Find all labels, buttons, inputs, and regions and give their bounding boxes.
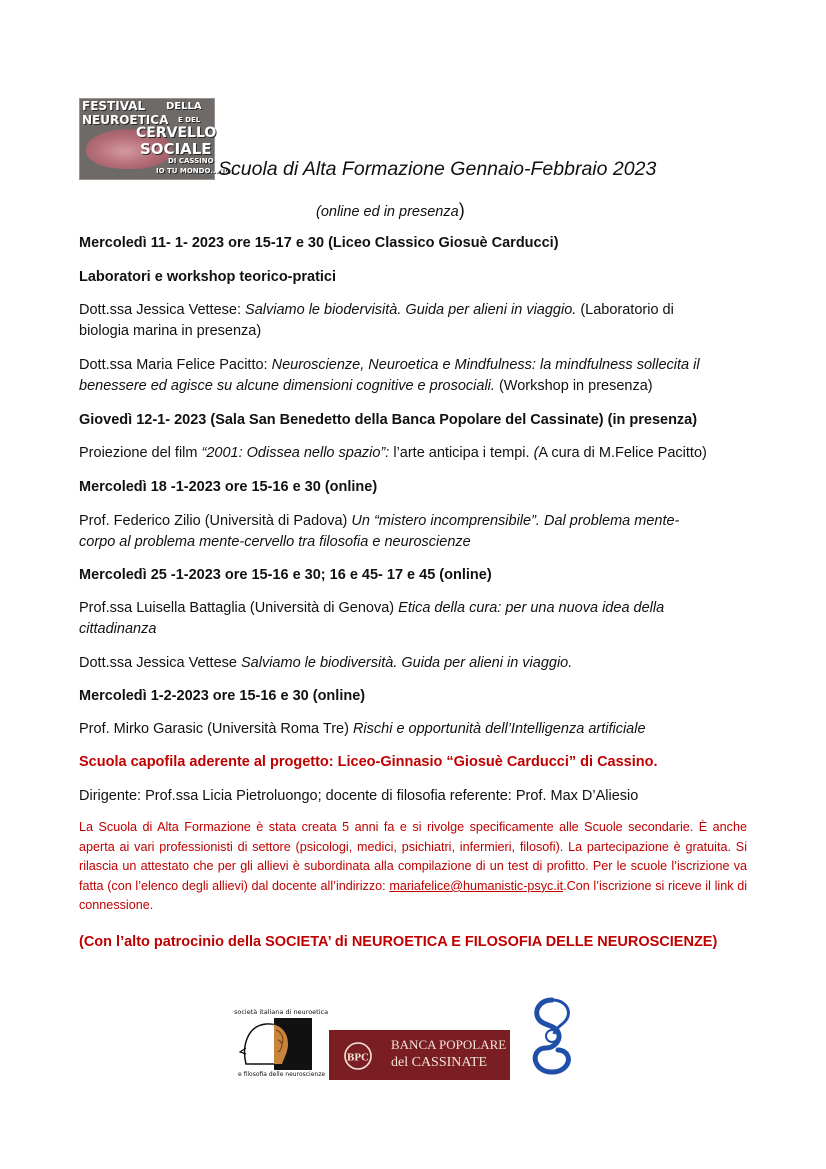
logo-text: SOCIALE [140,140,212,158]
bpc-emblem-icon [343,1041,373,1071]
logo-text: IO TU MONDO...NOI [156,167,233,175]
logo-text: DELLA [166,101,202,112]
session-entry: Prof. Federico Zilio (Università di Padova) Un “mistero incomprensibile”. Dal problema mente- corpo al problema mente-cervello tra filosofia e neuroscienze [79,513,680,550]
logo-text: DI CASSINO [168,157,214,165]
bpc-line2: del CASSINATE [391,1055,488,1070]
info-paragraph: La Scuola di Alta Formazione è stata creata 5 anni fa e si rivolge specificamente alle Scuole secondarie. È anche aperta ai vari professionisti di settore (psicologi, medici, psichiatri, infermieri, filosofi). La partecipazione è gratuita. Si rilascia un attestato che per gli allievi è subordinata alla compilazione di un test di profitto. Per le scuole l’iscrizione va fatta (con l’elenco degli allievi) dal docente all’indirizzo: mariafelice@humanistic-psyc.it.Con l’iscrizione si riceve il link di connessione. [79,820,747,913]
logo-text: FESTIVAL [82,99,146,113]
logo-text: E DEL [178,116,201,124]
session-entry: Prof. Mirko Garasic (Università Roma Tre) Rischi e opportunità dell’Intelligenza artificiale [79,721,646,737]
email-link[interactable]: mariafelice@humanistic-psyc.it [389,878,564,893]
session-heading: Mercoledì 25 -1-2023 ore 15-16 e 30; 16 e 45- 17 e 45 (online) [79,567,492,583]
blue-emblem-icon [524,996,580,1076]
logo-text: NEUROETICA [82,113,169,127]
capofila-note: Scuola capofila aderente al progetto: Liceo-Ginnasio “Giosuè Carducci” di Cassino. [79,754,658,770]
session-entry: Dott.ssa Jessica Vettese Salviamo le biodiversità. Guida per alieni in viaggio. [79,655,573,671]
session-heading: Giovedì 12-1- 2023 (Sala San Benedetto della Banca Popolare del Cassinate) (in presenza) [79,412,698,428]
patrocinio-note: (Con l’alto patrocinio della SOCIETA’ di NEUROETICA E FILOSOFIA DELLE NEUROSCIENZE) [79,934,718,950]
festival-logo [79,98,233,180]
page-title: Scuola di Alta Formazione Gennaio-Febbraio 2023 [218,158,657,180]
session-heading: Mercoledì 11- 1- 2023 ore 15-17 e 30 (Liceo Classico Giosuè Carducci) [79,235,559,251]
session-heading: Mercoledì 18 -1-2023 ore 15-16 e 30 (online) [79,479,378,495]
session-entry: Dott.ssa Jessica Vettese: Salviamo le biodervisità. Guida per alieni in viaggio. (Laboratorio di biologia marina in presenza) [79,302,674,339]
head-profile-icon [236,1018,312,1070]
session-heading: Mercoledì 1-2-2023 ore 15-16 e 30 (online) [79,688,366,704]
session-entry: Prof.ssa Luisella Battaglia (Università di Genova) Etica della cura: per una nuova idea della cittadinanza [79,600,665,637]
bpc-line1: BANCA POPOLARE [391,1037,507,1052]
session-entry: Dott.ssa Maria Felice Pacitto: Neuroscienze, Neuroetica e Mindfulness: la mindfulness sollecita il benessere ed agisce su alcune dimensioni cognitive e prosociali. (Workshop in presenza) [79,357,700,394]
dirigente-note: Dirigente: Prof.ssa Licia Pietroluongo; docente di filosofia referente: Prof. Max D’Aliesio [79,788,639,804]
svg-text:BPC: BPC [347,1051,369,1064]
sin-logo [232,1008,329,1080]
page-subtitle: (online ed in presenza) [316,200,465,220]
session-entry: Proiezione del film “2001: Odissea nello spazio”: l’arte anticipa i tempi. (A cura di M.Felice Pacitto) [79,445,707,461]
session-subheading: Laboratori e workshop teorico-pratici [79,269,337,285]
logo-text: e filosofia delle neuroscienze [238,1071,326,1078]
bpc-logo [329,1030,510,1080]
logo-text: CERVELLO [136,125,217,141]
logo-text: società italiana di neuroetica [234,1008,329,1016]
